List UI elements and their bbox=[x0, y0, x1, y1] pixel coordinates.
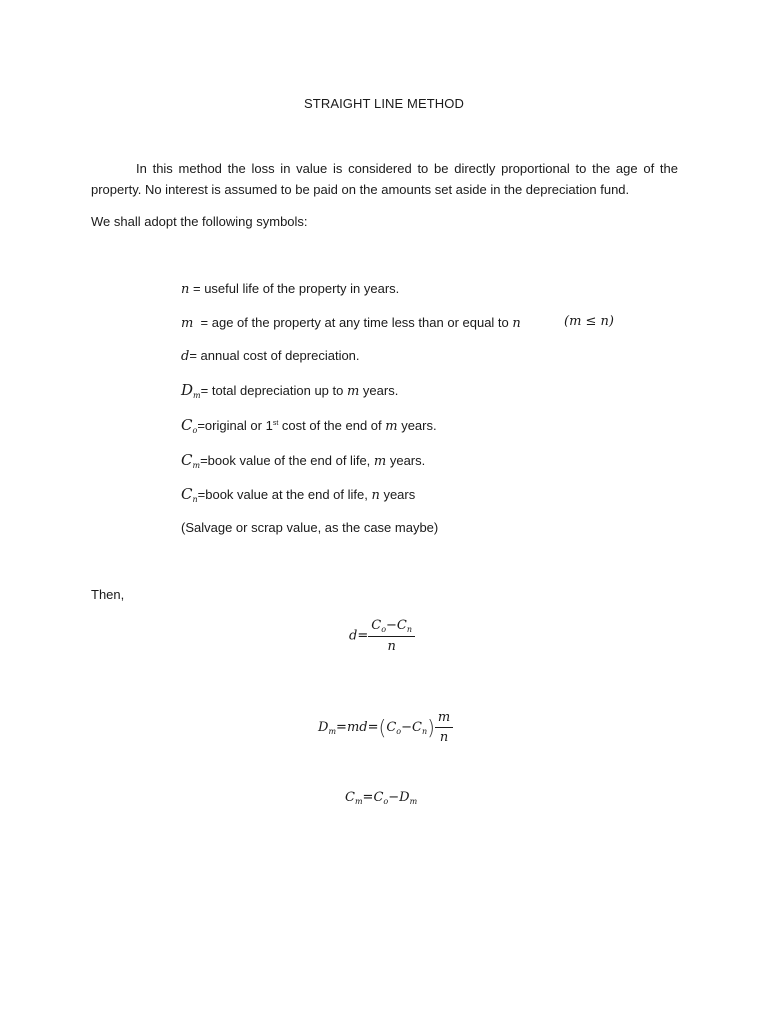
def-d-text: = annual cost of depreciation. bbox=[189, 348, 360, 363]
salvage-note: (Salvage or scrap value, as the case maybe) bbox=[181, 520, 439, 535]
var-m-ref: m bbox=[373, 454, 387, 469]
then-label: Then, bbox=[91, 587, 125, 602]
equation-d: d= $\frac{C_o-C_n}{n}$ bbox=[349, 618, 415, 654]
var-d: d bbox=[181, 349, 190, 364]
page-title: STRAIGHT LINE METHOD bbox=[304, 96, 464, 111]
intro-text: In this method the loss in value is considered to be directly proportional to the age of the property. No interest is assumed to be paid on the amounts set aside in the depreciation fund. bbox=[91, 161, 678, 197]
def-Cm-text2: years. bbox=[386, 453, 426, 468]
var-m-ref: m bbox=[346, 384, 360, 399]
var-C: C bbox=[181, 451, 193, 469]
def-Cn-text2: years bbox=[379, 487, 416, 502]
def-Dm-text: = total depreciation up to bbox=[200, 383, 347, 398]
def-n-text: = useful life of the property in years. bbox=[189, 281, 400, 296]
var-n-ref: n bbox=[512, 316, 521, 331]
fraction: $\frac{m}{n}$ bbox=[435, 710, 453, 745]
m-condition: (m ≤ n) bbox=[564, 314, 615, 329]
var-D: D bbox=[181, 381, 194, 399]
var-n-ref: n bbox=[371, 488, 380, 503]
sub-m: m bbox=[192, 461, 201, 470]
def-Cm-text: =book value of the end of life, bbox=[200, 453, 374, 468]
var-C: C bbox=[181, 416, 193, 434]
sub-n: n bbox=[192, 495, 198, 504]
symbol-Cn-definition bbox=[181, 485, 415, 504]
var-C: C bbox=[181, 485, 193, 503]
intro-paragraph bbox=[91, 158, 678, 200]
def-Co-text2: years. bbox=[397, 418, 437, 433]
symbol-Dm-definition bbox=[181, 381, 398, 400]
equation-Cm: $C_m=C_o-D_m$ bbox=[345, 790, 418, 806]
sub-o: o bbox=[192, 426, 198, 435]
var-m-ref: m bbox=[385, 419, 398, 434]
sub-m: m bbox=[193, 391, 201, 400]
def-Co-text-a: =original or 1 bbox=[197, 418, 273, 433]
symbol-m-definition bbox=[181, 315, 521, 331]
def-Co-text-b: cost of the end of bbox=[278, 418, 386, 433]
def-Dm-text2: years. bbox=[359, 383, 399, 398]
var-m: m bbox=[181, 316, 194, 331]
equation-Dm: $D_m=md=(C_o-C_n)$ $\frac{m}{n}$ bbox=[318, 710, 453, 745]
sup-st: st bbox=[272, 420, 279, 427]
def-Cn-text: =book value at the end of life, bbox=[197, 487, 372, 502]
symbol-d-definition bbox=[181, 348, 360, 364]
symbol-Cm-definition bbox=[181, 451, 425, 470]
fraction: $\frac{C_o-C_n}{n}$ bbox=[368, 618, 415, 654]
symbol-n-definition bbox=[181, 281, 399, 297]
symbol-Co-definition bbox=[181, 416, 437, 435]
def-m-text: = age of the property at any time less than or equal to bbox=[193, 315, 513, 330]
symbols-intro: We shall adopt the following symbols: bbox=[91, 214, 308, 229]
var-n: n bbox=[181, 282, 190, 297]
